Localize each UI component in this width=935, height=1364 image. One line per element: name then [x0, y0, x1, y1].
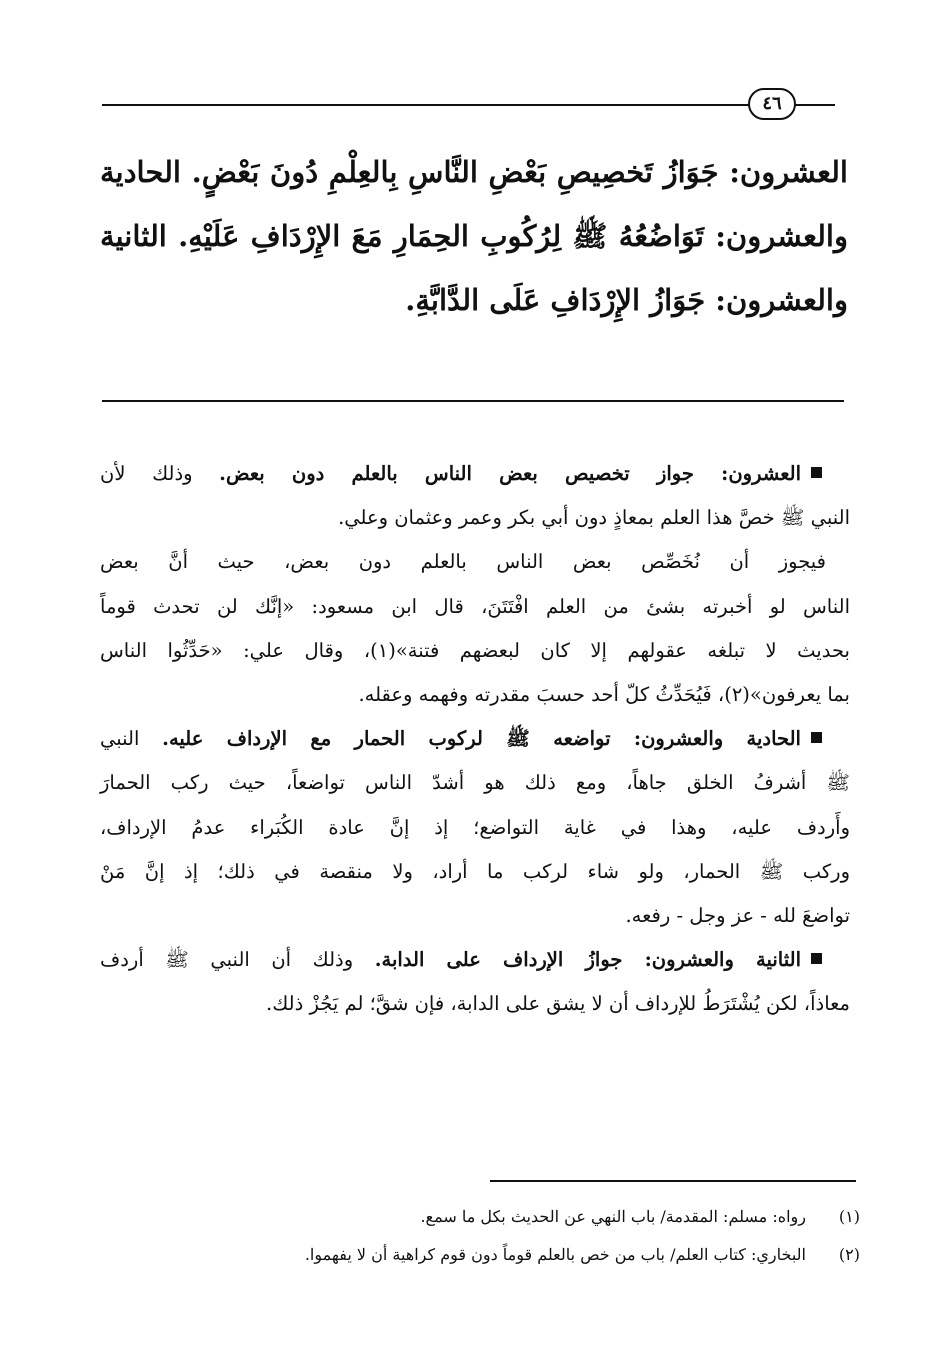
header-rule-right	[795, 104, 835, 106]
square-bullet-icon	[811, 953, 822, 964]
commentary-text: وذلك لأن	[100, 462, 220, 485]
footnote-number: (٢)	[838, 1245, 860, 1264]
commentary-line: فيجوز أن نُخَصِّص بعض الناس بالعلم دون بعض، حيث أنَّ بعض	[100, 550, 826, 574]
footnote-separator	[490, 1180, 856, 1182]
commentary-text: النبي	[100, 727, 163, 751]
commentary-line	[100, 717, 850, 761]
square-bullet-icon	[811, 467, 822, 478]
header-rule-left	[102, 104, 750, 106]
section-divider	[102, 400, 844, 402]
commentary-paragraph-3	[100, 717, 850, 938]
matn-line-1: العشرون: جَوَازُ تَخصِيصِ بَعْضِ النَّاسِ بِالعِلْمِ دُونَ بَعْضٍ. الحادية	[100, 155, 848, 189]
commentary-line: وركب ﷺ الحمار، ولو شاء لركب ما أراد، ولا منقصة في ذلك؛ إذ إنَّ مَنْ	[100, 859, 850, 883]
commentary-line: بما يعرفون»(٢)، فَيُحَدِّثُ كلّ أحد حسبَ مقدرته وفهمه وعقله.	[358, 683, 850, 707]
footnote-number: (١)	[838, 1207, 860, 1226]
commentary-line: معاذاً، لكن يُشْتَرَطُ للإرداف أن لا يشق على الدابة، فإن شقَّ؛ لم يَجُزْ ذلك.	[266, 992, 850, 1016]
footnotes	[100, 1198, 860, 1274]
commentary-line: الناس لو أخبرته بشئ من العلم افْتَتَنَ، قال ابن مسعود: «إنَّك لن تحدث قوماً	[100, 594, 850, 618]
matn-text-block	[100, 140, 848, 332]
page-number: ٤٦	[748, 88, 796, 120]
commentary-paragraph-2	[100, 540, 850, 717]
section-heading: العشرون: جواز تخصيص بعض الناس بالعلم دون بعض.	[219, 462, 801, 485]
matn-line-3: والعشرون: جَوَازُ الإِرْدَافِ عَلَى الدَّابَّةِ.	[405, 283, 848, 317]
commentary-line: النبي ﷺ خصَّ هذا العلم بمعاذٍ دون أبي بكر وعمر وعثمان وعلي.	[338, 506, 850, 530]
footnote-1	[100, 1198, 860, 1236]
commentary-line	[100, 452, 850, 496]
commentary-text: وذلك أن النبي ﷺ أردف	[100, 948, 375, 972]
square-bullet-icon	[811, 732, 822, 743]
footnote-2	[100, 1236, 860, 1274]
footnote-text: البخاري: كتاب العلم/ باب من خص بالعلم قوماً دون قوم كراهية أن لا يفهموا.	[304, 1245, 806, 1264]
commentary-line	[100, 938, 850, 982]
commentary-block	[100, 452, 850, 1027]
commentary-line: ﷺ أشرفُ الخلق جاهاً، ومع ذلك هو أشدّ الناس تواضعاً، حيث ركب الحمارَ	[100, 771, 850, 795]
footnote-text: رواه: مسلم: المقدمة/ باب النهي عن الحديث بكل ما سمع.	[420, 1207, 806, 1226]
section-heading: الحادية والعشرون: تواضعه ﷺ لركوب الحمار مع الإرداف عليه.	[162, 727, 801, 751]
section-heading: الثانية والعشرون: جوازُ الإرداف على الدابة.	[374, 948, 801, 972]
commentary-line: وأَردف عليه، وهذا في غاية التواضع؛ إذ إنَّ عادة الكُبَراء عدمُ الإرداف،	[100, 815, 850, 839]
commentary-paragraph-1	[100, 452, 850, 540]
commentary-line: تواضعَ لله - عز وجل - رفعه.	[625, 904, 850, 928]
commentary-line: بحديث لا تبلغه عقولهم إلا كان لبعضهم فتنة»(١)، وقال علي: «حَدِّثُوا الناس	[100, 638, 850, 662]
matn-line-2: والعشرون: تَوَاضُعُهُ ﷺ لِرُكُوبِ الحِمَارِ مَعَ الإِرْدَافِ عَلَيْهِ. الثانية	[100, 219, 848, 253]
commentary-paragraph-4	[100, 938, 850, 1026]
